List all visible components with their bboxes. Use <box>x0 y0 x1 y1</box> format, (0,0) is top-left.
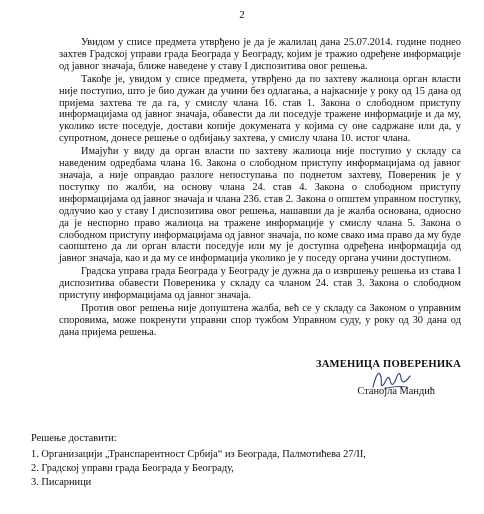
paragraph-compliance: Градска управа града Београда у Београду је дужна да о извршењу решења из става I диспозитива обавести Повереника у складу са чланом 24. став 3. Закона о слободном приступу информацијама од јавног значаја. <box>59 266 461 302</box>
distribution-item: 2. Градској управи града Београда у Београду, <box>31 463 234 474</box>
distribution-item: 3. Писарници <box>31 477 92 488</box>
signature-block <box>300 359 475 409</box>
distribution-item: 1. Организацији „Транспарентност Србија“ из Београда, Палмотићева 27/II, <box>31 449 366 460</box>
paragraph-obligation: Такође је, увидом у списе предмета, утврђено да по захтеву жалиоца орган власти није поступио, што је био дужан да учини без одлагања, а најкасније у року од 15 дана од пријема захтева те да га, у смислу члана 16. став 1. Закона о слободном приступу информацијама од јавног значаја, обавести да ли поседује тражене информације и да му, уколико исте поседује, достави копије докумената у којима су оне садржане или да, у супротном, донесе решење о одбијању захтева, у смислу члана 10. истог члана. <box>59 73 461 145</box>
signatory-name: Станојла Мандић <box>357 386 435 397</box>
paragraph-reasoning: Имајући у виду да орган власти по захтеву жалиоца није поступио у складу са наведеним одредбама члана 16. Закона о слободном приступу информацијама од јавног значаја, а није оправдао разлоге непоступања по поднетом захтеву, Повереник је у поступку по жалби, на основу члана 24. став 4. Закона о слободном приступу информацијама од јавног значаја и члана 236. став 2. Закона о општем управном поступку, одлучио као у ставу I диспозитива овог решења, нашавши да је жалба основана, односно да је неспорно право жалиоца на тражене информације у смислу члана 5. Закона о слободном приступу информацијама од јавног значаја, по коме свако има право да му буде саопштено да ли орган власти поседује или му је доступна одређена информација од јавног значаја, као и да му се информација уколико је у поседу органа учини доступном. <box>59 146 461 265</box>
signatory-title: ЗАМЕНИЦА ПОВЕРЕНИКА <box>315 359 461 370</box>
distribution-heading: Решење доставити: <box>31 433 117 444</box>
page-number: 2 <box>239 9 245 21</box>
paragraph-legal-remedy: Против овог решења није допуштена жалба, већ се у складу са Законом о управним споровима, може покренути управни спор тужбом Управном суду, у року од 30 дана од дана пријема решења. <box>59 302 461 338</box>
decision-body <box>59 37 461 340</box>
distribution-list <box>31 432 461 490</box>
paragraph-findings: Увидом у списе предмета утврђено је да је жалилац дана 25.07.2014. године поднео захтев Градској управи града Београда у Београду, којим је тражио одређене информације од јавног значаја, ближе наведене у ставу I диспозитива овог решења. <box>59 37 461 72</box>
